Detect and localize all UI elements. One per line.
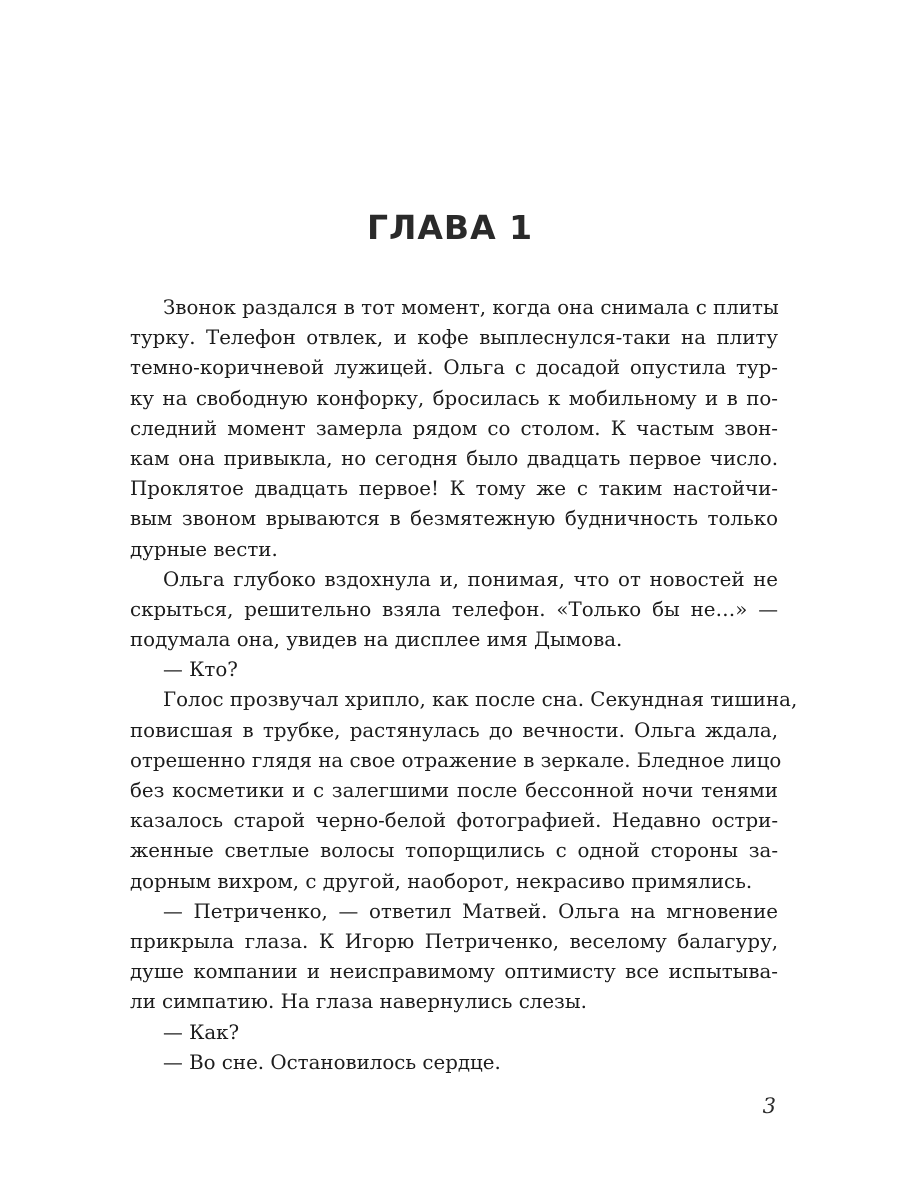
text-line: турку. Телефон отвлек, и кофе выплеснулся-таки на плиту [130, 326, 778, 350]
text-line: — Как? [163, 1020, 240, 1044]
text-line: — Во сне. Остановилось сердце. [163, 1050, 501, 1074]
text-line: Ольга глубоко вздохнула и, понимая, что от новостей не [163, 567, 778, 591]
text-line: повисшая в трубке, растянулась до вечности. Ольга ждала, [130, 718, 778, 742]
text-line: дурные вести. [130, 537, 278, 561]
text-line: дорным вихром, с другой, наоборот, некрасиво примялись. [130, 869, 753, 893]
body-text [130, 293, 798, 1078]
text-line: без косметики и с залегшими после бессонной ночи тенями [130, 779, 778, 802]
text-line: Звонок раздался в тот момент, когда она снимала с плиты [163, 296, 779, 319]
text-line: темно-коричневой лужицей. Ольга с досадой опустила тур- [130, 356, 778, 380]
text-line: подумала она, увидев на дисплее имя Дымова. [130, 628, 623, 652]
text-line: — Кто? [163, 658, 238, 682]
chapter-title: ГЛАВА 1 [366, 208, 534, 247]
text-line: вым звоном врываются в безмятежную будничность только [130, 507, 778, 531]
text-line: кам она привыкла, но сегодня было двадцать первое число. [130, 446, 778, 470]
text-line: душе компании и неисправимому оптимисту все испытыва- [130, 960, 778, 984]
text-line: следний момент замерла рядом со столом. К частым звон- [130, 416, 778, 440]
text-line: Проклятое двадцать первое! К тому же с таким настойчи- [130, 477, 778, 501]
text-line: — Петриченко, — ответил Матвей. Ольга на мгновение [163, 899, 778, 923]
text-line: ку на свободную конфорку, бросилась к мобильному и в по- [130, 386, 778, 410]
text-line: скрыться, решительно взяла телефон. «Только бы не…» — [130, 597, 778, 621]
text-line: казалось старой черно-белой фотографией. Недавно остри- [130, 809, 778, 833]
page-number: 3 [762, 1094, 776, 1118]
text-line: ли симпатию. На глаза навернулись слезы. [130, 990, 587, 1014]
text-line: Голос прозвучал хрипло, как после сна. Секундная тишина, [163, 688, 798, 712]
text-line: отрешенно глядя на свое отражение в зеркале. Бледное лицо [130, 748, 782, 772]
text-line: женные светлые волосы топорщились с одной стороны за- [130, 839, 778, 863]
text-line: прикрыла глаза. К Игорю Петриченко, веселому балагуру, [130, 929, 778, 953]
